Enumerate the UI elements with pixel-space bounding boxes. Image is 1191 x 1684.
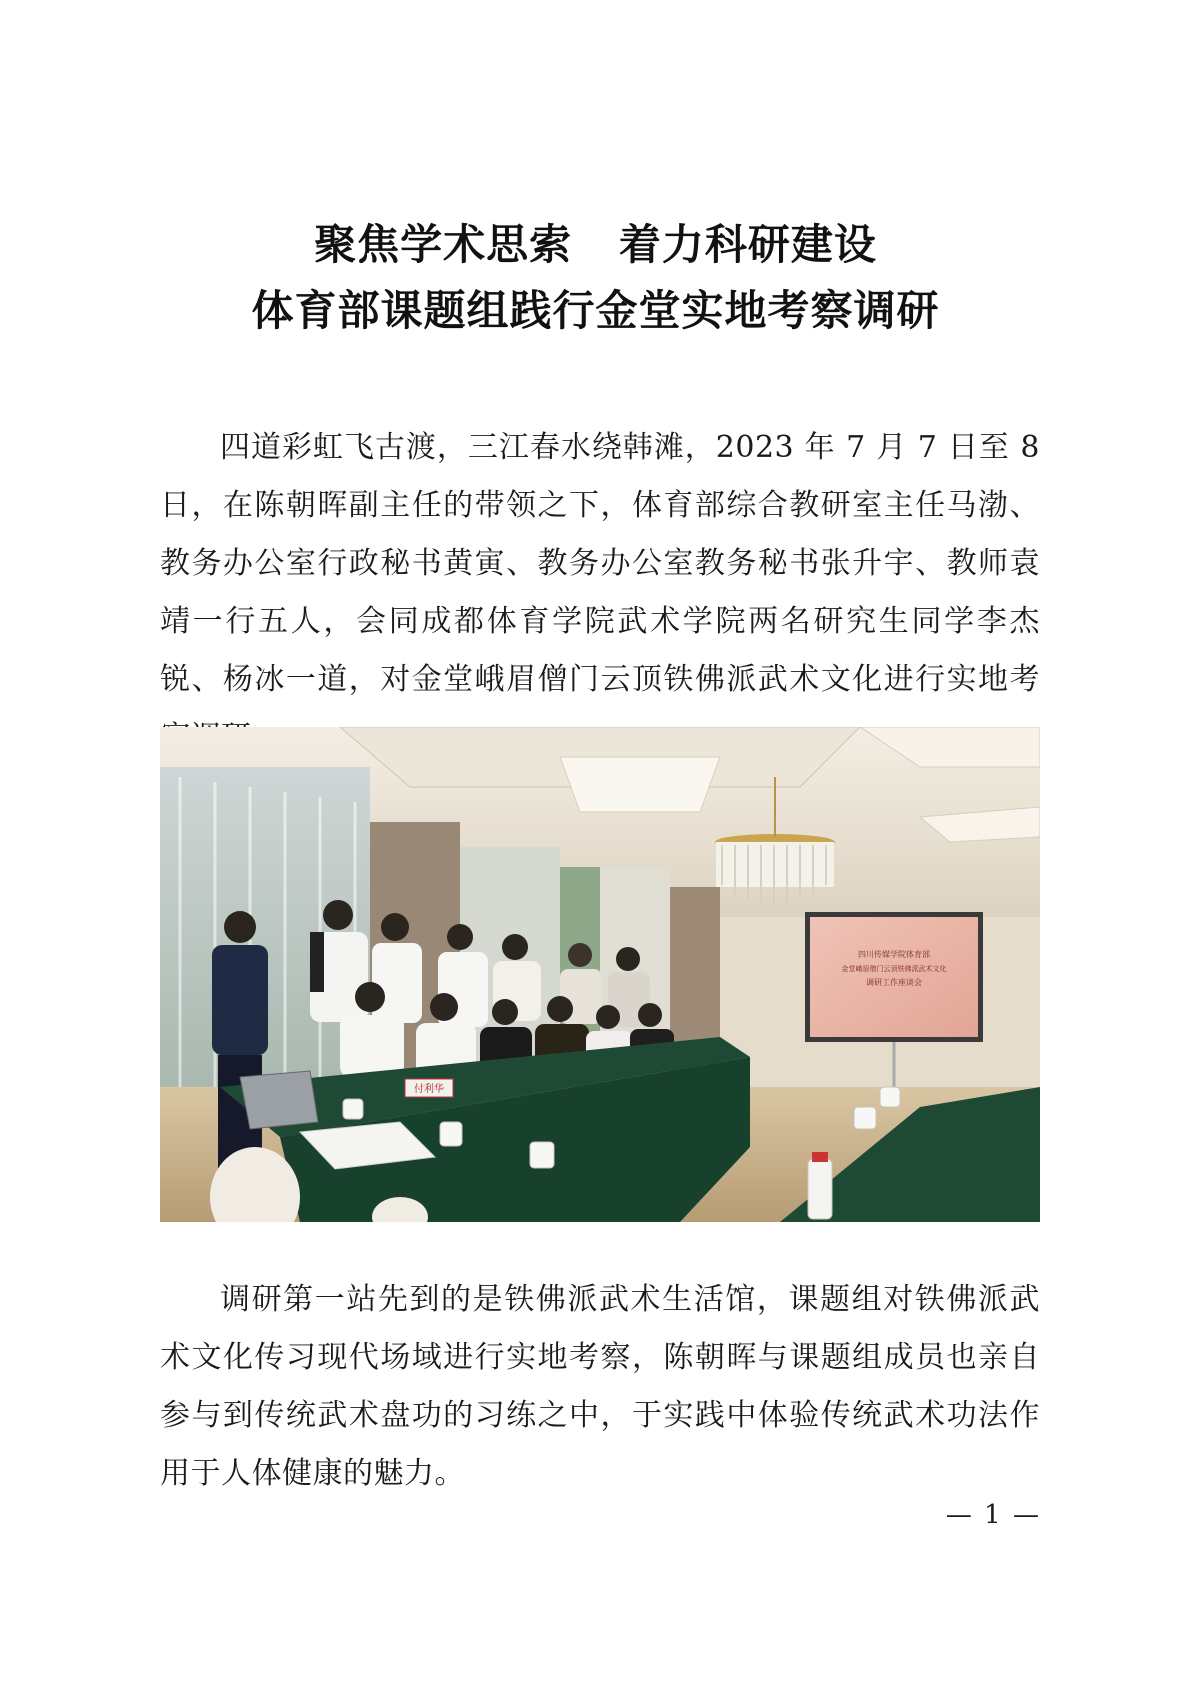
title-line-2: 体育部课题组践行金堂实地考察调研 [251,286,940,335]
meeting-photo [160,727,1040,1222]
svg-text:付利华: 付利华 [414,1084,444,1095]
body-paragraph-2: 调研第一站先到的是铁佛派武术生活馆，课题组对铁佛派武术文化传习现代场域进行实地考察，陈朝晖与课题组成员也亲自参与到传统武术盘功的习练之中，于实践中体验传统武术功法作用于人体健康的魅力。 [160,1282,1040,1491]
svg-text:四川传媒学院体育部: 四川传媒学院体育部 [858,950,930,959]
body-paragraph-1: 四道彩虹飞古渡，三江春水绕韩滩，2023 年 7 月 7 日至 8 日，在陈朝晖副主任的带领之下，体育部综合教研室主任马渤、教务办公室行政秘书黄寅、教务办公室教务秘书张升宇、教师袁靖一行五人，会同成都体育学院武术学院两名研究生同学李杰锐、杨冰一道，对金堂峨眉僧门云顶铁佛派武术文化进行实地考 [160,430,1040,697]
svg-text:金堂峨眉僧门云顶铁佛派武术文化: 金堂峨眉僧门云顶铁佛派武术文化 [841,965,947,973]
svg-text:调研工作座谈会: 调研工作座谈会 [866,978,922,987]
nameplate [405,1079,453,1097]
document-title [0,212,1191,344]
page-number: — 1 — [945,1500,1041,1530]
title-line-1: 聚焦学术思索 着力科研建设 [314,220,877,269]
